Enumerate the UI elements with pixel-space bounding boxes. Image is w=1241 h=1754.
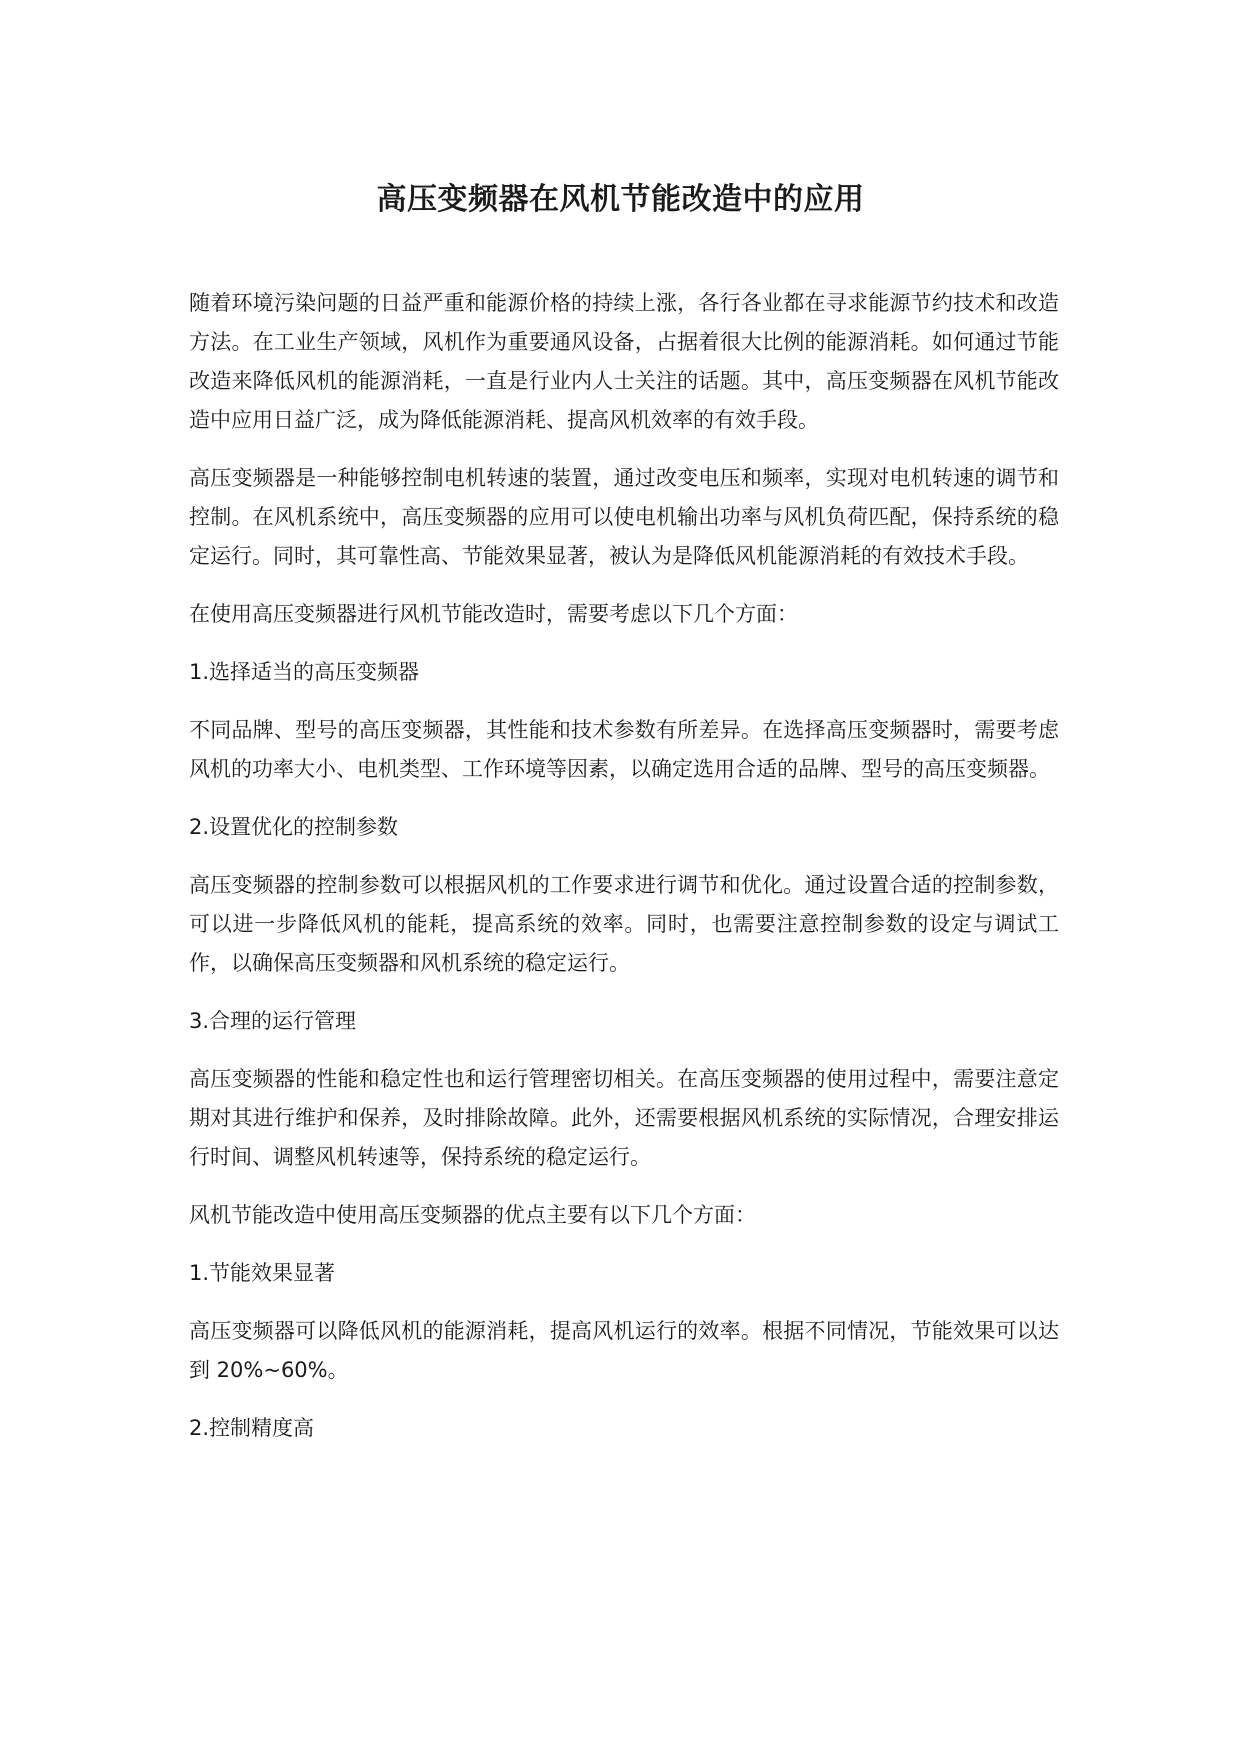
document-body	[189, 284, 1059, 1467]
paragraph-considerations-lead: 在使用高压变频器进行风机节能改造时，需要考虑以下几个方面：	[189, 602, 798, 626]
paragraph: 高压变频器可以降低风机的能源消耗，提高风机运行的效率。根据不同情况，节能效果可以达到 20%~60%。	[189, 1319, 1059, 1382]
section-heading: 1.选择适当的高压变频器	[189, 660, 420, 684]
paragraph-advantages-lead: 风机节能改造中使用高压变频器的优点主要有以下几个方面：	[189, 1203, 756, 1227]
paragraph: 高压变频器的控制参数可以根据风机的工作要求进行调节和优化。通过设置合适的控制参数，可以进一步降低风机的能耗，提高系统的效率。同时，也需要注意控制参数的设定与调试工作，以确保高压变频器和风机系统的稳定运行。	[189, 873, 1059, 975]
paragraph: 高压变频器的性能和稳定性也和运行管理密切相关。在高压变频器的使用过程中，需要注意定期对其进行维护和保养，及时排除故障。此外，还需要根据风机系统的实际情况，合理安排运行时间、调整风机转速等，保持系统的稳定运行。	[189, 1067, 1059, 1169]
section-heading: 2.控制精度高	[189, 1416, 315, 1440]
section-heading: 3.合理的运行管理	[189, 1009, 357, 1033]
paragraph: 不同品牌、型号的高压变频器，其性能和技术参数有所差异。在选择高压变频器时，需要考虑风机的功率大小、电机类型、工作环境等因素，以确定选用合适的品牌、型号的高压变频器。	[189, 718, 1059, 781]
document-title: 高压变频器在风机节能改造中的应用	[376, 182, 865, 217]
paragraph-definition: 高压变频器是一种能够控制电机转速的装置，通过改变电压和频率，实现对电机转速的调节和控制。在风机系统中，高压变频器的应用可以使电机输出功率与风机负荷匹配，保持系统的稳定运行。同时，其可靠性高、节能效果显著，被认为是降低风机能源消耗的有效技术手段。	[189, 466, 1059, 568]
paragraph-intro: 随着环境污染问题的日益严重和能源价格的持续上涨，各行各业都在寻求能源节约技术和改造方法。在工业生产领域，风机作为重要通风设备，占据着很大比例的能源消耗。如何通过节能改造来降低风机的能源消耗，一直是行业内人士关注的话题。其中，高压变频器在风机节能改造中应用日益广泛，成为降低能源消耗、提高风机效率的有效手段。	[189, 291, 1059, 432]
section-heading: 1.节能效果显著	[189, 1261, 336, 1285]
section-heading: 2.设置优化的控制参数	[189, 815, 399, 839]
